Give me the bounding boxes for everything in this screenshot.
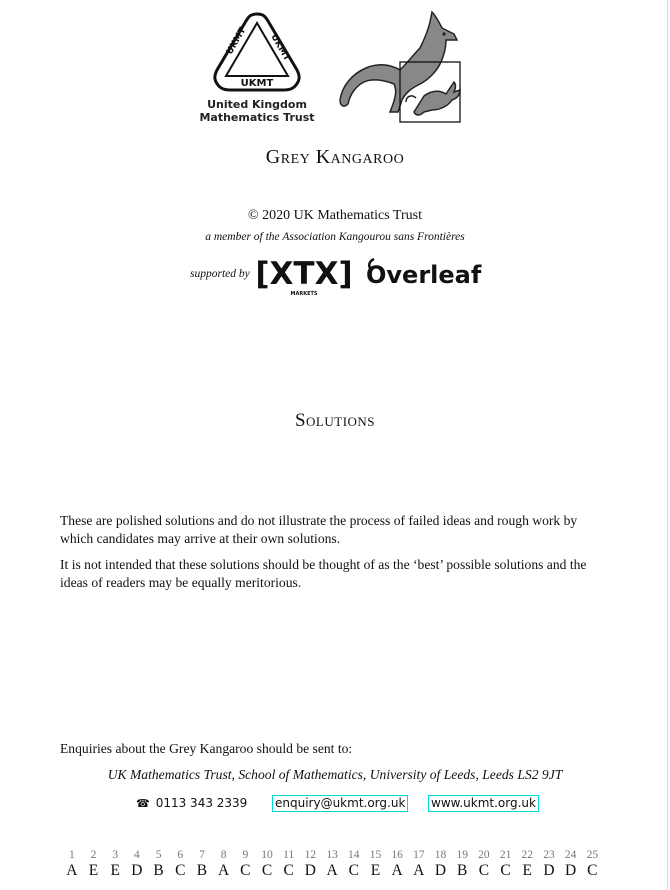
answer-number: 2 [90, 849, 97, 861]
document-title: Grey Kangaroo [265, 146, 405, 168]
answer-column [300, 848, 322, 879]
answer-number: 16 [391, 849, 403, 861]
ukmt-logo [198, 10, 316, 124]
answer-number: 19 [456, 849, 468, 861]
member-line: a member of the Association Kangourou sans Frontières [205, 231, 465, 243]
ukmt-logo-text: UKMT [240, 78, 274, 89]
answer-column [430, 848, 452, 879]
answer-column [191, 848, 213, 879]
answer-number: 1 [68, 849, 75, 861]
overleaf-logo [366, 256, 480, 295]
answer-column [495, 848, 517, 879]
address-line: UK Mathematics Trust, School of Mathematics, University of Leeds, Leeds LS2 9JT [107, 767, 563, 782]
answer-letter: D [304, 862, 316, 879]
answer-column [408, 848, 430, 879]
svg-text:UKMT: UKMT [268, 32, 292, 63]
answer-column [386, 848, 408, 879]
answer-number: 24 [564, 849, 577, 861]
answer-column [148, 848, 170, 879]
answer-column [538, 848, 560, 879]
xtx-markets-logo [255, 256, 353, 301]
website-link[interactable]: www.ukmt.org.uk [428, 795, 539, 812]
answer-key [61, 848, 603, 879]
phone-icon: ☎ [136, 797, 150, 810]
section-title: Solutions [294, 410, 376, 431]
answer-number: 21 [499, 849, 512, 861]
answer-column [582, 848, 604, 879]
phone-text: 0113 343 2339 [155, 796, 248, 810]
answer-number: 11 [283, 849, 295, 861]
kangaroo-logo-icon [336, 8, 466, 131]
answer-letter: C [175, 862, 186, 879]
answer-letter: B [153, 862, 164, 879]
intro-paragraph: It is not intended that these solutions should be thought of as the ‘best’ possible solutions and the ideas of readers may be equally meritorious. [60, 557, 587, 590]
answer-letter: E [370, 862, 381, 879]
answer-column [104, 848, 126, 879]
answer-letter: A [66, 862, 78, 879]
page-edge-divider [667, 0, 668, 890]
answer-number: 5 [155, 849, 162, 861]
answer-number: 12 [304, 849, 317, 861]
answer-column [126, 848, 148, 879]
answer-column [473, 848, 495, 879]
answer-letter: D [131, 862, 143, 879]
xtx-logo-text: [XTX] [255, 256, 353, 292]
answer-number: 13 [326, 849, 338, 861]
answer-number: 10 [261, 849, 273, 861]
answer-number: 3 [112, 849, 119, 861]
ukmt-name-line1: United Kingdom [207, 98, 307, 111]
svg-text:UKMT: UKMT [224, 26, 249, 57]
answer-number: 20 [478, 849, 490, 861]
answer-column [61, 848, 83, 879]
answer-letter: B [457, 862, 468, 879]
answer-letter: E [110, 862, 120, 879]
answer-letter: C [261, 862, 273, 879]
answer-column [516, 848, 538, 879]
answer-column [451, 848, 473, 879]
answer-letter: C [500, 862, 511, 879]
ukmt-name-line2: Mathematics Trust [199, 111, 315, 124]
overleaf-logo-text: Overleaf [366, 261, 482, 289]
answer-column [321, 848, 343, 879]
answer-number: 6 [177, 849, 184, 861]
answer-column [278, 848, 300, 879]
answer-letter: A [218, 862, 230, 879]
answer-letter: E [88, 862, 99, 879]
answer-column [213, 848, 235, 879]
enquiry-text: Enquiries about the Grey Kangaroo should be sent to: [60, 741, 353, 756]
answer-number: 25 [586, 849, 599, 861]
answer-column [343, 848, 365, 879]
answer-letter: D [434, 862, 447, 879]
answer-number: 15 [369, 849, 382, 861]
phone-number [136, 796, 247, 810]
answer-column [235, 848, 257, 879]
answer-column [365, 848, 387, 879]
answer-number: 18 [434, 849, 447, 861]
answer-number: 22 [521, 849, 534, 861]
answer-number: 14 [348, 849, 360, 861]
answer-number: 9 [242, 849, 249, 861]
answer-letter: A [413, 862, 425, 879]
answer-number: 4 [134, 849, 140, 861]
answer-letter: C [240, 862, 251, 879]
ukmt-emblem-icon [209, 10, 305, 96]
answer-column [256, 848, 278, 879]
answer-letter: A [326, 862, 338, 879]
answer-letter: A [391, 862, 403, 879]
contact-row [0, 795, 670, 813]
answer-column [83, 848, 105, 879]
answer-letter: C [478, 862, 490, 879]
answer-letter: D [565, 862, 577, 879]
answer-letter: C [283, 862, 294, 879]
xtx-logo-sub: MARKETS [290, 291, 318, 297]
email-link[interactable]: enquiry@ukmt.org.uk [272, 795, 408, 812]
answer-letter: D [543, 862, 555, 879]
answer-number: 8 [220, 849, 227, 861]
answer-column [169, 848, 191, 879]
copyright-line: © 2020 UK Mathematics Trust [248, 208, 422, 223]
answer-number: 17 [413, 849, 425, 861]
answer-number: 7 [199, 849, 205, 861]
answer-letter: C [587, 862, 598, 879]
answer-column [560, 848, 582, 879]
answer-letter: E [522, 862, 533, 879]
intro-paragraph: These are polished solutions and do not illustrate the process of failed ideas and rough work by which candidates may arrive at their own solutions. [60, 513, 578, 546]
answer-letter: C [348, 862, 359, 879]
supported-by-label: supported by [190, 268, 250, 280]
answer-number: 23 [543, 849, 555, 861]
answer-letter: B [196, 862, 208, 879]
